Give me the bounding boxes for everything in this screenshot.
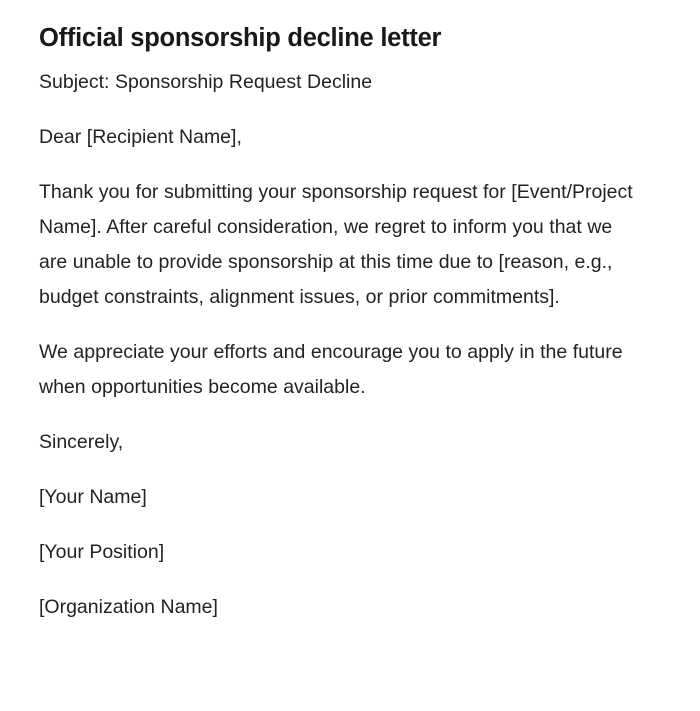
body-paragraph-1: Thank you for submitting your sponsorship request for [Event/Project Name]. After careful consideration, we regret to inform you that we are unable to provide sponsorship at this time due to [reason, e.g., budget constraints, alignment issues, or prior commitments]. [39,181,633,308]
salutation: Dear [Recipient Name], [39,126,242,148]
page-title: Official sponsorship decline letter [39,24,442,52]
closing-salutation: Sincerely, [39,431,124,453]
signature-organization: [Organization Name] [39,596,218,618]
signature-position: [Your Position] [39,541,165,563]
signature-name: [Your Name] [39,486,147,508]
subject-line: Subject: Sponsorship Request Decline [39,71,373,93]
letter-body [39,65,639,625]
body-paragraph-2: We appreciate your efforts and encourage you to apply in the future when opportunities become available. [39,341,623,398]
